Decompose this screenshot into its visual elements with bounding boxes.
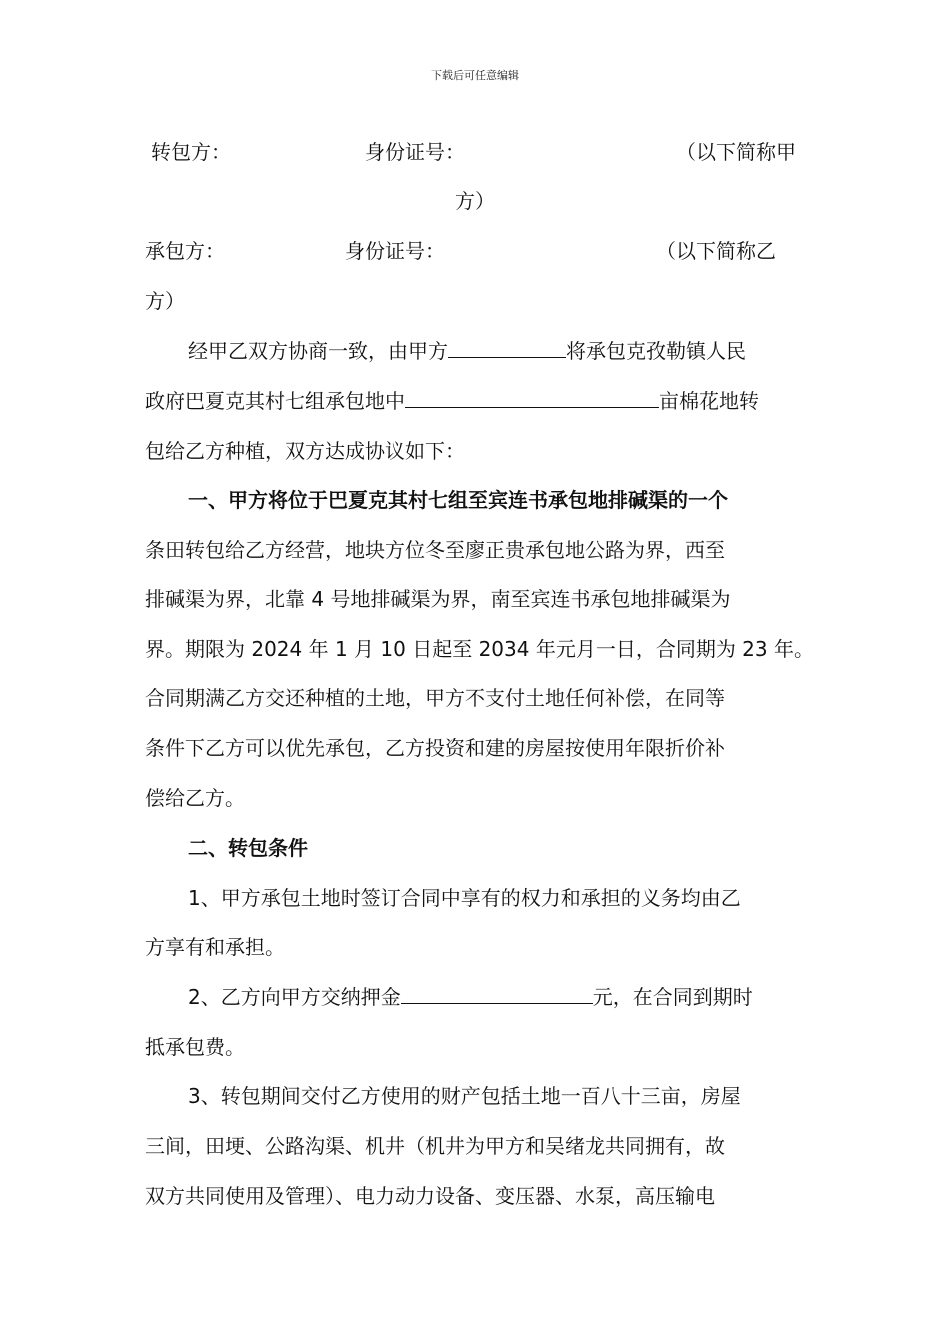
section2-item2-text-a: 2、乙方向甲方交纳押金 [188, 985, 401, 1009]
section2-item3-line-2: 三间，田埂、公路沟渠、机井（机井为甲方和吴绪龙共同拥有，故 [145, 1134, 725, 1158]
party-b-abbr-part1: （以下简称乙 [656, 239, 776, 263]
section2-item1-line-2: 方享有和承担。 [145, 935, 285, 959]
section1-line-3: 排碱渠为界，北靠 4 号地排碱渠为界，南至宾连书承包地排碱渠为 [145, 587, 731, 611]
intro-line-3: 包给乙方种植，双方达成协议如下： [145, 439, 465, 463]
section1-line-1 [188, 486, 728, 514]
section2-heading: 二、转包条件 [188, 836, 308, 860]
section2-item1-line-1: 1、甲方承包土地时签订合同中享有的权力和承担的义务均由乙 [188, 886, 741, 910]
party-a-abbr-part1: （以下简称甲 [676, 140, 796, 164]
acreage-blank [405, 387, 659, 408]
section1-line-5: 合同期满乙方交还种植的土地，甲方不支付土地任何补偿，在同等 [145, 686, 725, 710]
section1-line-2: 条田转包给乙方经营，地块方位冬至廖正贵承包地公路为界，西至 [145, 538, 725, 562]
intro-line-2-text-b: 亩棉花地转 [659, 389, 759, 413]
deposit-blank [401, 983, 593, 1004]
intro-line-1-text-a: 经甲乙双方协商一致，由甲方 [188, 339, 448, 363]
section2-item3-line-1: 3、转包期间交付乙方使用的财产包括土地一百八十三亩，房屋 [188, 1084, 741, 1108]
lessor-blank [448, 337, 566, 358]
party-a-label: 转包方： [151, 140, 231, 164]
intro-line-2 [145, 387, 759, 415]
party-a-id-label: 身份证号： [365, 140, 465, 164]
section2-item2-line-2: 抵承包费。 [145, 1035, 245, 1059]
section1-line-7: 偿给乙方。 [145, 786, 245, 810]
section1-line-4: 界。期限为 2024 年 1 月 10 日起至 2034 年元月一日，合同期为 23 年。 [145, 637, 814, 661]
intro-line-1 [188, 337, 746, 365]
section1-line-6: 条件下乙方可以优先承包，乙方投资和建的房屋按使用年限折价补 [145, 736, 725, 760]
section2-item2-text-b: 元，在合同到期时 [592, 985, 753, 1009]
party-a-abbr-part2: 方） [455, 189, 495, 213]
section1-line-1-text: 一、甲方将位于巴夏克其村七组至宾连书承包地排碱渠的一个 [188, 488, 728, 512]
page-header: 下载后可任意编辑 [431, 69, 519, 82]
party-b-label: 承包方： [145, 239, 225, 263]
intro-line-2-text-a: 政府巴夏克其村七组承包地中 [145, 389, 405, 413]
section2-item3-line-3: 双方共同使用及管理）、电力动力设备、变压器、水泵，高压输电 [145, 1184, 715, 1208]
section2-item2-line-1 [188, 983, 753, 1011]
party-b-abbr-part2: 方） [145, 289, 185, 313]
party-b-id-label: 身份证号： [345, 239, 445, 263]
intro-line-1-text-b: 将承包克孜勒镇人民 [566, 339, 746, 363]
